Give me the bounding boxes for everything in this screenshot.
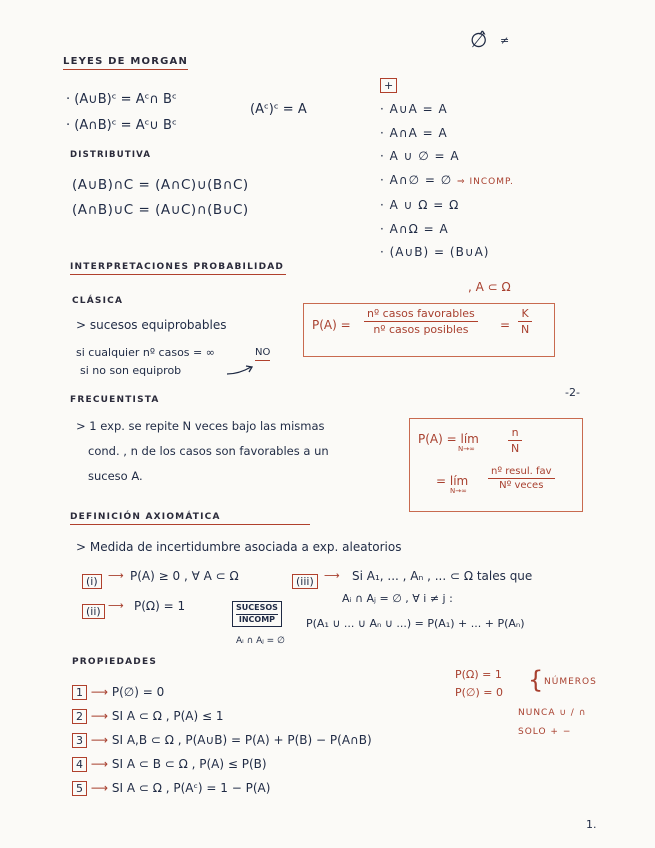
property-item: 3 ⟶ SI A,B ⊂ Ω , P(A∪B) = P(A) + P(B) − P(A∩B) xyxy=(72,728,372,752)
axiom-iii-label: (iii) xyxy=(292,570,318,589)
fraction-denominator: Nº veces xyxy=(499,480,544,491)
frecuentista-lim-2: = lím N→∞ xyxy=(436,474,469,495)
clasica-line-2: si cualquier nº casos = ∞ xyxy=(76,346,215,359)
arrow-icon: ⟶ xyxy=(108,599,124,612)
sucesos-incomp-box: SUCESOS INCOMP xyxy=(232,601,282,627)
section-title-propiedades: PROPIEDADES xyxy=(72,657,158,667)
axiom-iii-text: Si A₁, ... , Aₙ , ... ⊂ Ω tales que xyxy=(352,569,533,583)
fraction-numerator: nº casos favorables xyxy=(364,307,478,322)
arrow-icon: ⟶ xyxy=(108,569,124,582)
subtitle-frecuentista: FRECUENTISTA xyxy=(70,395,160,405)
axiom-intro: > Medida de incertidumbre asociada a exp. aleatorios xyxy=(76,540,402,554)
corner-slash: ≠ xyxy=(500,34,510,47)
frecuentista-fraction-1 xyxy=(508,426,522,455)
double-complement: (Aᶜ)ᶜ = A xyxy=(250,102,307,117)
subset-omega: , A ⊂ Ω xyxy=(468,280,511,294)
clasica-line-1: > sucesos equiprobables xyxy=(76,318,227,332)
frecuentista-line-2: cond. , n de los casos son favorables a un xyxy=(88,444,329,458)
set-properties-list xyxy=(380,98,514,265)
section-title-interpretaciones: INTERPRETACIONES PROBABILIDAD xyxy=(70,262,286,275)
side-note-empty: P(∅) = 0 xyxy=(455,686,504,699)
axiom-iii-condition: Aᵢ ∩ Aⱼ = ∅ , ∀ i ≠ j : xyxy=(342,592,453,605)
property-item: 4 ⟶ SI A ⊂ B ⊂ Ω , P(A) ≤ P(B) xyxy=(72,752,372,776)
disjoint-condition: Aᵢ ∩ Aⱼ = ∅ xyxy=(236,636,285,646)
set-property: · A ∪ Ω = Ω xyxy=(380,198,460,212)
section-title-axiomatica: DEFINICIÓN AXIOMÁTICA xyxy=(70,512,310,525)
set-property: · A∪A = A xyxy=(380,102,448,116)
properties-list xyxy=(72,680,372,800)
fraction-numerator: nº resul. fav xyxy=(488,466,555,479)
clasica-formula-lhs: P(A) = xyxy=(312,318,351,332)
axiom-ii-text: P(Ω) = 1 xyxy=(134,599,186,613)
distributive-law-1: (A∪B)∩C = (A∩C)∪(B∩C) xyxy=(72,177,249,193)
plus-box: + xyxy=(380,74,397,93)
fraction-denominator: N xyxy=(521,323,530,336)
axiom-i-label: (i) xyxy=(82,570,102,589)
axiom-ii-label: (ii) xyxy=(82,600,105,619)
set-property: · A∩A = A xyxy=(380,125,448,140)
arrow-icon: ⟶ xyxy=(324,569,340,582)
subtitle-clasica: CLÁSICA xyxy=(72,296,124,306)
clasica-no-label: NO xyxy=(255,347,270,361)
page-marker-2: -2- xyxy=(565,386,580,399)
clasica-equals: = xyxy=(500,318,511,332)
fraction-numerator: K xyxy=(518,307,532,322)
set-property: · A∩Ω = A xyxy=(380,221,449,236)
axiom-iii-formula: P(A₁ ∪ ... ∪ Aₙ ∪ ...) = P(A₁) + ... + P(Aₙ) xyxy=(306,617,525,630)
clasica-fraction-kn xyxy=(518,307,532,336)
empty-set-symbol: ∅̂ xyxy=(470,28,488,52)
numeros-label: NÚMEROS xyxy=(544,677,597,687)
axiom-i-text: P(A) ≥ 0 , ∀ A ⊂ Ω xyxy=(130,569,239,583)
solo-note: SOLO + − xyxy=(518,727,572,737)
property-item: 2 ⟶ SI A ⊂ Ω , P(A) ≤ 1 xyxy=(72,704,372,728)
section-title-distributiva: DISTRIBUTIVA xyxy=(70,150,152,160)
brace-icon: { xyxy=(528,666,544,694)
arrow-icon xyxy=(225,364,255,378)
morgan-law-2: · (A∩B)ᶜ = Aᶜ∪ Bᶜ xyxy=(66,118,177,133)
frecuentista-line-3: suceso A. xyxy=(88,469,143,483)
page-number: 1. xyxy=(586,818,597,831)
clasica-fraction xyxy=(364,307,478,336)
fraction-denominator: nº casos posibles xyxy=(373,323,469,336)
frecuentista-lim-1: P(A) = lím N→∞ xyxy=(418,432,479,453)
set-property: · A ∪ ∅ = A xyxy=(380,149,460,163)
section-title-morgan: LEYES DE MORGAN xyxy=(63,56,188,70)
set-property: · A∩∅ = ∅ ⇒ INCOMP. xyxy=(380,172,514,187)
property-item: 1 ⟶ P(∅) = 0 xyxy=(72,680,372,704)
set-property: · (A∪B) = (B∪A) xyxy=(380,245,490,259)
side-note-omega: P(Ω) = 1 xyxy=(455,668,502,681)
distributive-law-2: (A∩B)∪C = (A∪C)∩(B∪C) xyxy=(72,202,249,218)
clasica-line-3: si no son equiprob xyxy=(80,364,182,377)
frecuentista-line-1: > 1 exp. se repite N veces bajo las mismas xyxy=(76,419,325,433)
frecuentista-fraction-2 xyxy=(488,466,555,491)
fraction-denominator: N xyxy=(511,442,520,455)
property-item: 5 ⟶ SI A ⊂ Ω , P(Aᶜ) = 1 − P(A) xyxy=(72,776,372,800)
fraction-numerator: n xyxy=(508,426,522,441)
morgan-law-1: · (A∪B)ᶜ = Aᶜ∩ Bᶜ xyxy=(66,92,177,107)
nunca-note: NUNCA ∪ / ∩ xyxy=(518,708,587,718)
